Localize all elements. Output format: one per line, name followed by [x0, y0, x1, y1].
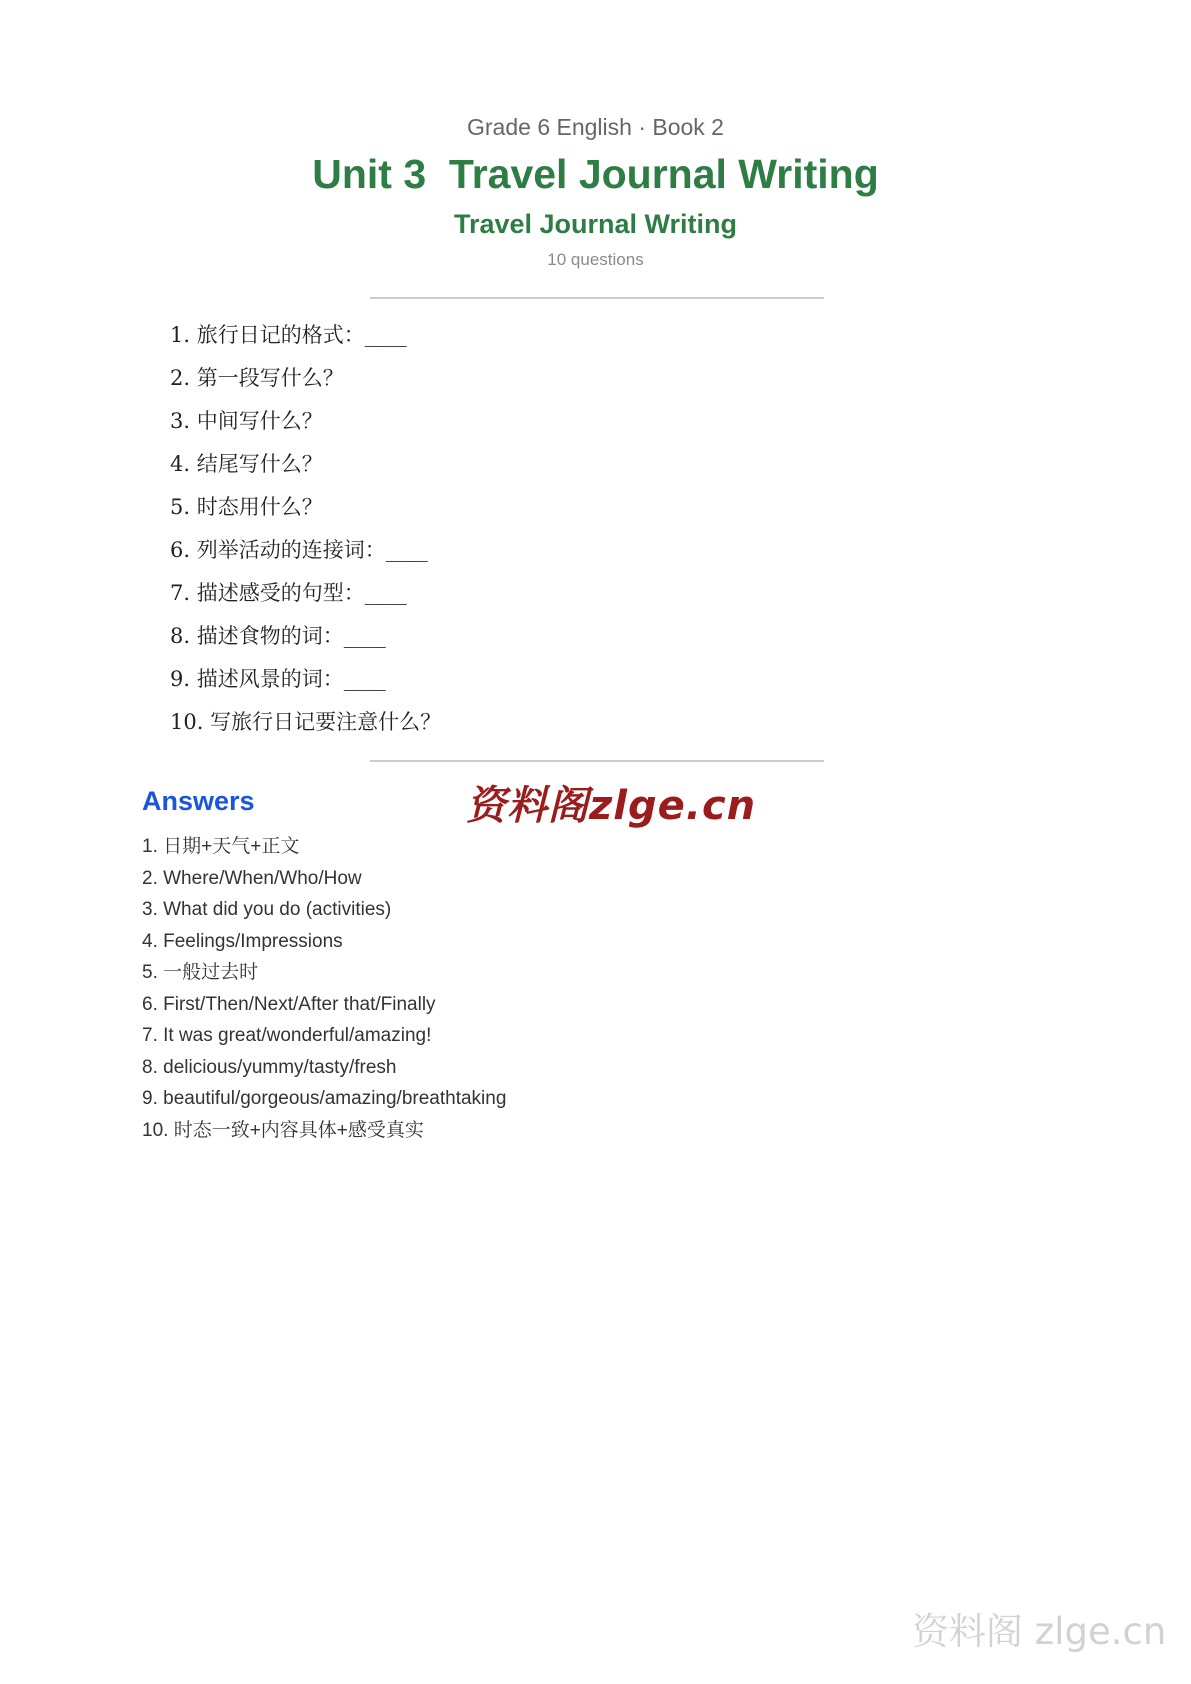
top-divider [370, 297, 824, 299]
question-item: 5. 时态用什么？ [170, 495, 323, 519]
question-item: 9. 描述风景的词：____ [170, 667, 386, 691]
corner-watermark: 资料阁 zlge.cn [912, 1610, 1167, 1653]
question-item: 4. 结尾写什么？ [170, 452, 323, 476]
answer-item: 5. 一般过去时 [142, 962, 259, 983]
page-subtitle: Travel Journal Writing [453, 209, 738, 239]
question-item: 6. 列举活动的连接词：____ [170, 538, 428, 562]
answer-list [142, 832, 506, 1147]
answer-item: 4. Feelings/Impressions [142, 930, 343, 952]
course-label: Grade 6 English · Book 2 [467, 114, 724, 140]
question-item: 10. 写旅行日记要注意什么？ [170, 710, 442, 734]
question-item: 8. 描述食物的词：____ [170, 624, 386, 648]
answer-item: 2. Where/When/Who/How [142, 867, 362, 889]
question-item: 2. 第一段写什么？ [170, 366, 344, 390]
question-item: 3. 中间写什么？ [170, 409, 323, 433]
answer-item: 9. beautiful/gorgeous/amazing/breathtaking [142, 1088, 507, 1109]
answer-item: 8. delicious/yummy/tasty/fresh [142, 1056, 397, 1078]
answer-item: 1. 日期+天气+正文 [142, 836, 300, 857]
question-count: 10 questions [547, 250, 644, 269]
answer-item: 6. First/Then/Next/After that/Finally [142, 993, 436, 1015]
question-item: 7. 描述感受的句型：____ [170, 581, 407, 605]
answer-item: 10. 时态一致+内容具体+感受真实 [142, 1119, 424, 1141]
page-title: Unit 3 Travel Journal Writing [312, 151, 879, 197]
answer-item: 7. It was great/wonderful/amazing! [142, 1025, 432, 1046]
answer-item: 3. What did you do (activities) [142, 899, 392, 920]
center-watermark: 资料阁zlge.cn [466, 783, 757, 829]
bottom-divider [370, 760, 824, 762]
answers-heading: Answers [142, 786, 255, 816]
question-list [170, 318, 441, 748]
question-item: 1. 旅行日记的格式：____ [170, 323, 407, 347]
